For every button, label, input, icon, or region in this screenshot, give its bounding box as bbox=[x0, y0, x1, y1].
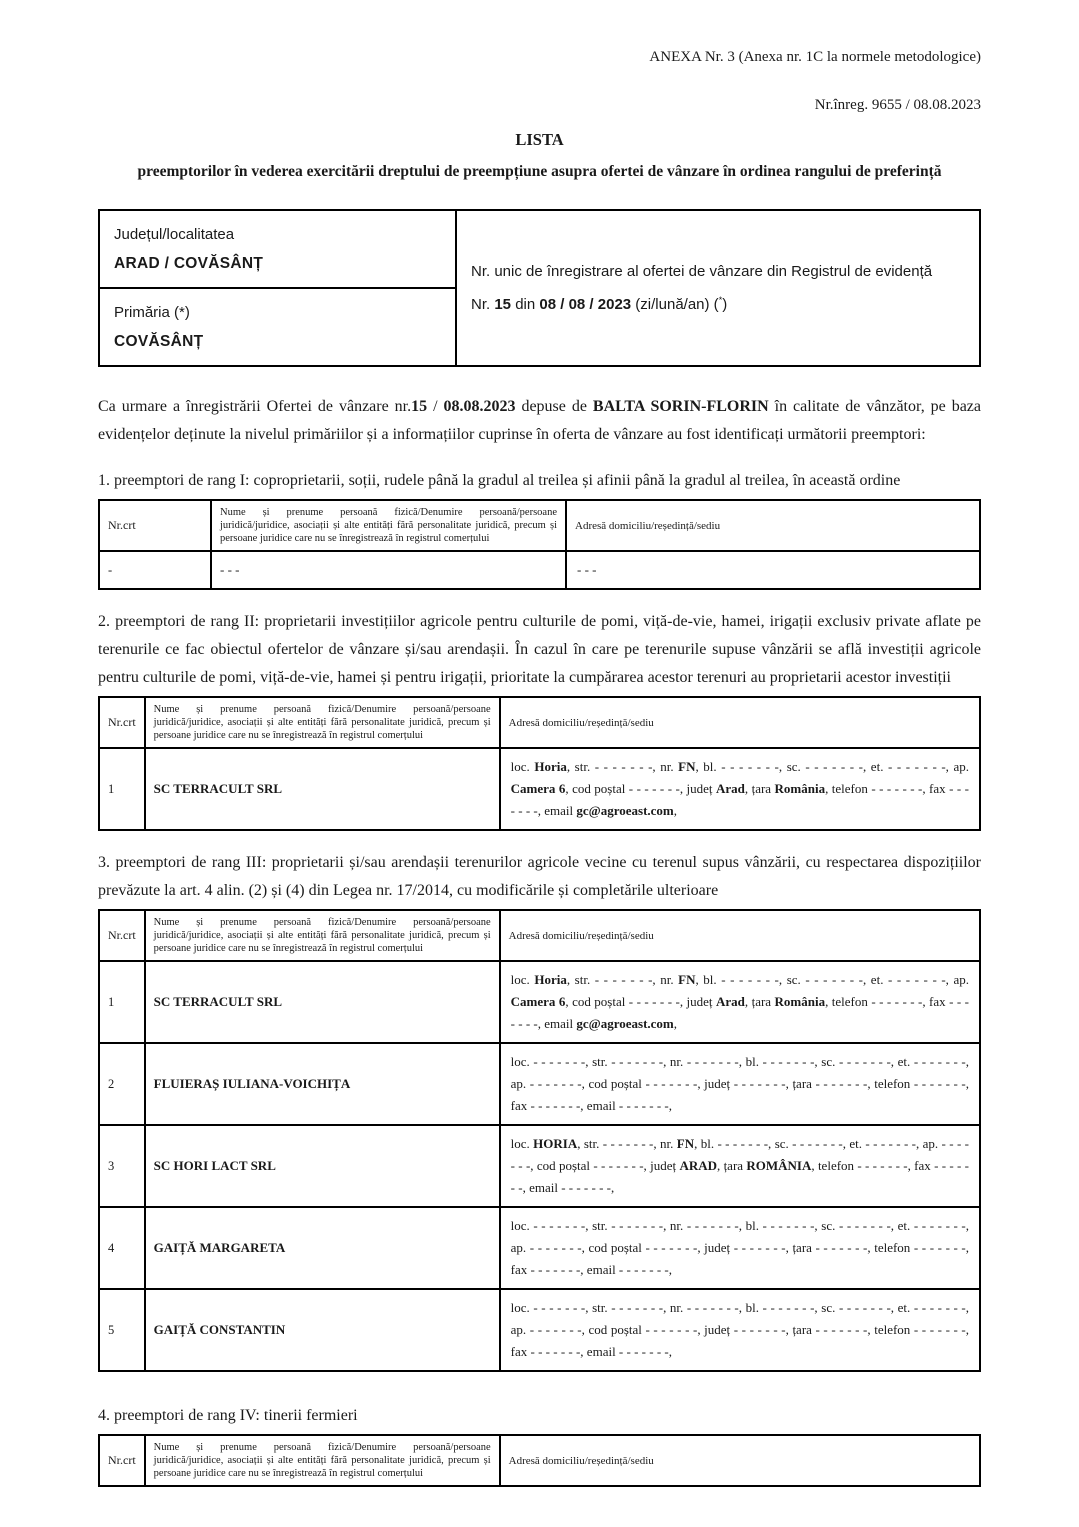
rank3-heading: 3. preemptori de rang III: proprietarii și/sau arendașii terenurilor agricole vecine cu terenul supus vânzării, cu respectarea dispozițiilor prevăzute la art. 4 alin. (2) și (4) din Legea nr. 17/2014, cu modificările și completările ulterioare bbox=[98, 854, 981, 899]
offer-registration-label: Nr. unic de înregistrare al ofertei de vânzare din Registrul de evidență bbox=[471, 263, 933, 280]
row-number: - bbox=[99, 551, 211, 589]
intro-paragraph: Ca urmare a înregistrării Ofertei de vânzare nr.15 / 08.08.2023 depuse de BALTA SORIN-FLORIN în calitate de vânzător, pe baza evidențelor deținute la nivelul primăriilor și a informațiilor cuprinse în oferta de vânzare au fost identificați următorii preemptori: bbox=[98, 398, 982, 443]
offer-registration-cell bbox=[456, 210, 980, 366]
table-row bbox=[99, 1207, 980, 1289]
page-subtitle: preemptorilor în vederea exercitării dreptului de preempțiune asupra ofertei de vânzare în ordinea rangului de preferință bbox=[137, 163, 942, 180]
registration-number: Nr.înreg. 9655 / 08.08.2023 bbox=[814, 97, 981, 113]
page-title: LISTA bbox=[515, 130, 564, 149]
rank1-table bbox=[98, 499, 981, 590]
county-value: ARAD / COVĂSÂNȚ bbox=[114, 255, 264, 272]
preemptor-address: loc. - - - - - - -, str. - - - - - - -, nr. - - - - - - -, bl. - - - - - - -, sc. - - - - - - -, et. - - - - - - -, ap. - - - - - - -, cod poștal - - - - - - -, județ - - - - - - -, țara - - - - - - -, telefon - - - - - - -, fax - - - - - - -, email - - - - - - -, bbox=[500, 1207, 980, 1289]
col-header-nr: Nr.crt bbox=[99, 697, 145, 748]
cityhall-cell bbox=[99, 288, 456, 366]
col-header-address: Adresă domiciliu/reședință/sediu bbox=[500, 1435, 980, 1486]
cityhall-label: Primăria (*) bbox=[114, 304, 190, 321]
col-header-address: Adresă domiciliu/reședință/sediu bbox=[566, 500, 980, 551]
col-header-nr: Nr.crt bbox=[99, 910, 145, 961]
rank3-header-row bbox=[99, 910, 980, 961]
preemptor-name: SC TERRACULT SRL bbox=[145, 961, 500, 1043]
county-label: Județul/localitatea bbox=[114, 226, 235, 243]
rank2-table bbox=[98, 696, 981, 831]
col-header-name: Nume și prenume persoană fizică/Denumire persoană/persoane juridică/juridice, asociații și alte entități fără personalitate juridică, precum și persoane juridice care nu se înregistrează în registrul comerțului bbox=[145, 697, 500, 748]
preemptor-address: loc. - - - - - - -, str. - - - - - - -, nr. - - - - - - -, bl. - - - - - - -, sc. - - - - - - -, et. - - - - - - -, ap. - - - - - - -, cod poștal - - - - - - -, județ - - - - - - -, țara - - - - - - -, telefon - - - - - - -, fax - - - - - - -, email - - - - - - -, bbox=[500, 1289, 980, 1371]
col-header-name: Nume și prenume persoană fizică/Denumire persoană/persoane juridică/juridice, asociații și alte entități fără personalitate juridică, precum și persoane juridice care nu se înregistrează în registrul comerțului bbox=[145, 910, 500, 961]
rank1-header-row bbox=[99, 500, 980, 551]
rank2-heading: 2. preemptori de rang II: proprietarii investițiilor agricole pentru culturile de pomi, viță-de-vie, hamei, irigații exclusiv private aflate pe terenurile ce fac obiectul ofertelor de vânzare și/sau arendașii. În cazul în care pe terenurile supuse vânzării se află investiții agricole pentru culturile de pomi, viță-de-vie, hamei și pentru irigații, prioritate la cumpărarea acestor terenuri au proprietarii acestor investiții bbox=[98, 613, 981, 686]
county-row bbox=[99, 210, 980, 288]
table-row bbox=[99, 1289, 980, 1371]
row-number: 4 bbox=[99, 1207, 145, 1289]
preemptor-name: FLUIERAȘ IULIANA-VOICHIȚA bbox=[145, 1043, 500, 1125]
preemptor-address: loc. - - - - - - -, str. - - - - - - -, nr. - - - - - - -, bl. - - - - - - -, sc. - - - - - - -, et. - - - - - - -, ap. - - - - - - -, cod poștal - - - - - - -, județ - - - - - - -, țara - - - - - - -, telefon - - - - - - -, fax - - - - - - -, email - - - - - - -, bbox=[500, 1043, 980, 1125]
col-header-address: Adresă domiciliu/reședință/sediu bbox=[500, 910, 980, 961]
preemptor-address: loc. HORIA, str. - - - - - - -, nr. FN, bl. - - - - - - -, sc. - - - - - - -, et. - - - - - - -, ap. - - - - - - -, cod poștal - - - - - - -, județ ARAD, țara ROMÂNIA, telefon - - - - - - -, fax - - - - - - -, email - - - - - - -, bbox=[500, 1125, 980, 1207]
col-header-nr: Nr.crt bbox=[99, 500, 211, 551]
annex-label: ANEXA Nr. 3 (Anexa nr. 1C la normele metodologice) bbox=[649, 49, 981, 65]
col-header-name: Nume și prenume persoană fizică/Denumire persoană/persoane juridică/juridice, asociații și alte entități fără personalitate juridică, precum și persoane juridice care nu se înregistrează în registrul comerțului bbox=[211, 500, 566, 551]
preemptor-address: loc. Horia, str. - - - - - - -, nr. FN, bl. - - - - - - -, sc. - - - - - - -, et. - - - - - - -, ap. Camera 6, cod poștal - - - - - - -, județ Arad, țara România, telefon - - - - - - -, fax - - - - - - -, email gc@agroeast.com, bbox=[500, 748, 980, 830]
rank1-heading: 1. preemptori de rang I: coproprietarii, soții, rudele până la gradul al treilea și afinii până la gradul al treilea, în această ordine bbox=[98, 472, 901, 489]
col-header-nr: Nr.crt bbox=[99, 1435, 145, 1486]
rank4-header-row bbox=[99, 1435, 980, 1486]
row-number: 3 bbox=[99, 1125, 145, 1207]
preemptor-name: GAIȚĂ MARGARETA bbox=[145, 1207, 500, 1289]
table-row bbox=[99, 748, 980, 830]
preemptor-name: - - - bbox=[211, 551, 566, 589]
row-number: 5 bbox=[99, 1289, 145, 1371]
row-number: 1 bbox=[99, 961, 145, 1043]
row-number: 2 bbox=[99, 1043, 145, 1125]
rank4-table bbox=[98, 1434, 981, 1487]
offer-registration-value: Nr. 15 din 08 / 08 / 2023 (zi/lună/an) (*) bbox=[471, 295, 728, 313]
row-number: 1 bbox=[99, 748, 145, 830]
preemptor-name: SC HORI LACT SRL bbox=[145, 1125, 500, 1207]
col-header-name: Nume și prenume persoană fizică/Denumire persoană/persoane juridică/juridice, asociații și alte entități fără personalitate juridică, precum și persoane juridice care nu se înregistrează în registrul comerțului bbox=[145, 1435, 500, 1486]
rank4-heading: 4. preemptori de rang IV: tinerii fermieri bbox=[98, 1407, 358, 1424]
cityhall-value: COVĂSÂNȚ bbox=[114, 333, 204, 350]
rank3-table bbox=[98, 909, 981, 1372]
col-header-address: Adresă domiciliu/reședință/sediu bbox=[500, 697, 980, 748]
county-cell bbox=[99, 210, 456, 288]
preemptor-name: SC TERRACULT SRL bbox=[145, 748, 500, 830]
preemptor-address: - - - bbox=[566, 551, 980, 589]
preemptor-name: GAIȚĂ CONSTANTIN bbox=[145, 1289, 500, 1371]
rank2-header-row bbox=[99, 697, 980, 748]
table-row bbox=[99, 961, 980, 1043]
table-row bbox=[99, 551, 980, 589]
header-info-table bbox=[98, 209, 981, 367]
preemptor-address: loc. Horia, str. - - - - - - -, nr. FN, bl. - - - - - - -, sc. - - - - - - -, et. - - - - - - -, ap. Camera 6, cod poștal - - - - - - -, județ Arad, țara România, telefon - - - - - - -, fax - - - - - - -, email gc@agroeast.com, bbox=[500, 961, 980, 1043]
table-row bbox=[99, 1043, 980, 1125]
table-row bbox=[99, 1125, 980, 1207]
